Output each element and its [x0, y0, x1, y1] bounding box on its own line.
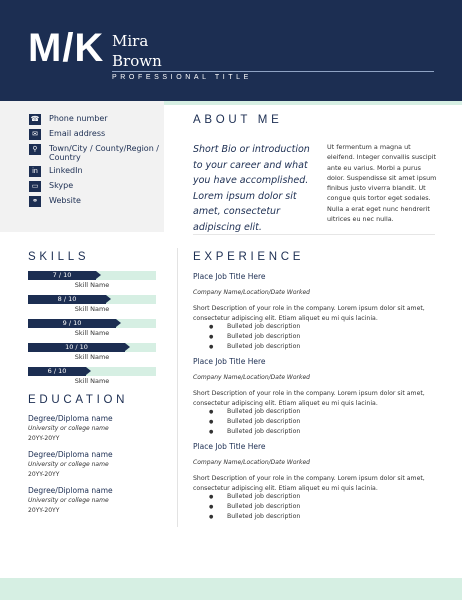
education-degree: Degree/Diploma name [28, 486, 113, 495]
skill-value-label: 9 / 10 [62, 319, 82, 327]
last-name: Brown [112, 52, 162, 70]
skill-level-arrow [125, 343, 130, 351]
contact-item-email [29, 129, 159, 140]
job-description: Short Description of your role in the company. Lorem ipsum dolor sit amet, consectetur adipiscing elit. Etiam aliquet eu mi quis lacinia. [193, 475, 425, 492]
first-name: Mira [112, 32, 149, 50]
skill-track [28, 271, 156, 280]
linkedin-icon: in [29, 166, 41, 177]
job-bullet: ● Bulleted job description [193, 417, 433, 427]
education-heading: EDUCATION [28, 394, 129, 406]
education-years: 20YY-20YY [28, 435, 60, 442]
education-school: University or college name [28, 425, 109, 432]
skill-value-label: 8 / 10 [57, 295, 77, 303]
education-years: 20YY-20YY [28, 507, 60, 514]
skype-icon: ▭ [29, 181, 41, 192]
contact-label: LinkedIn [49, 166, 83, 175]
job-company: Company Name/Location/Date Worked [193, 459, 310, 466]
header-banner [0, 0, 462, 101]
skill-level-arrow [106, 295, 111, 303]
skill-track [28, 367, 156, 376]
experience-heading: EXPERIENCE [193, 251, 305, 263]
column-divider [177, 248, 178, 527]
job-bullet-list [193, 407, 433, 437]
skill-level-arrow [96, 271, 101, 279]
skill-level-arrow [86, 367, 91, 375]
job-bullet-list [193, 492, 433, 522]
skill-name: Skill Name [74, 377, 110, 385]
footer-accent-bar [0, 578, 462, 600]
job-bullet: ● Bulleted job description [193, 512, 433, 522]
location-icon: ⚲ [29, 144, 41, 155]
education-school: University or college name [28, 497, 109, 504]
skill-value-label: 7 / 10 [52, 271, 72, 279]
name-divider [112, 71, 434, 72]
contact-item-phone [29, 114, 159, 125]
website-icon: ⚭ [29, 196, 41, 207]
job-bullet: ● Bulleted job description [193, 342, 433, 352]
job-title: Place Job Title Here [193, 272, 266, 281]
bio-text: Short Bio or introduction to your career and what you have accomplished. Lorem ipsum dolor sit amet, consectetur adipiscing elit. [193, 144, 310, 233]
accent-strip [164, 101, 462, 105]
skill-level-arrow [116, 319, 121, 327]
contact-label: Town/City / County/Region / Country [49, 144, 160, 162]
job-title: Place Job Title Here [193, 357, 266, 366]
job-bullet: ● Bulleted job description [193, 407, 433, 417]
education-degree: Degree/Diploma name [28, 414, 113, 423]
job-title: Place Job Title Here [193, 442, 266, 451]
education-years: 20YY-20YY [28, 471, 60, 478]
education-degree: Degree/Diploma name [28, 450, 113, 459]
contact-label: Email address [49, 129, 106, 138]
about-divider [193, 234, 435, 235]
job-bullet: ● Bulleted job description [193, 332, 433, 342]
job-bullet: ● Bulleted job description [193, 322, 433, 332]
job-description: Short Description of your role in the company. Lorem ipsum dolor sit amet, consectetur adipiscing elit. Etiam aliquet eu mi quis lacinia. [193, 390, 425, 407]
skill-name: Skill Name [74, 353, 110, 361]
job-bullet: ● Bulleted job description [193, 427, 433, 437]
skill-track [28, 295, 156, 304]
about-body: Ut fermentum a magna ut eleifend. Integer convallis suscipit ante eu varius. Morbi a purus dolor. Suspendisse sit amet ipsum finibus justo viverra blandit. Ut congue quis tortor eget sodales. Nulla a erat eget nunc hendrerit ultrices eu nec nulla. [327, 143, 437, 224]
job-bullet-list [193, 322, 433, 352]
job-description: Short Description of your role in the company. Lorem ipsum dolor sit amet, consectetur adipiscing elit. Etiam aliquet eu mi quis lacinia. [193, 305, 425, 322]
contact-item-website [29, 196, 159, 207]
email-icon: ✉ [29, 129, 41, 140]
phone-icon: ☎ [30, 116, 40, 123]
skill-track [28, 319, 156, 328]
contact-label: Skype [49, 181, 74, 190]
monogram-logo: M/K [28, 26, 105, 70]
skill-name: Skill Name [74, 305, 110, 313]
contact-label: Phone number [49, 114, 108, 123]
professional-title: PROFESSIONAL TITLE [112, 74, 252, 81]
contact-item-linkedin [29, 166, 159, 177]
skill-track [28, 343, 156, 352]
contact-item-location [29, 144, 159, 162]
about-heading: ABOUT ME [193, 114, 283, 126]
contact-label: Website [49, 196, 81, 205]
education-school: University or college name [28, 461, 109, 468]
skill-name: Skill Name [74, 329, 110, 337]
job-bullet: ● Bulleted job description [193, 492, 433, 502]
job-company: Company Name/Location/Date Worked [193, 374, 310, 381]
skills-heading: SKILLS [28, 251, 90, 263]
job-bullet: ● Bulleted job description [193, 502, 433, 512]
job-company: Company Name/Location/Date Worked [193, 289, 310, 296]
skill-name: Skill Name [74, 281, 110, 289]
skill-value-label: 6 / 10 [47, 367, 67, 375]
contact-item-skype [29, 181, 159, 192]
skill-value-label: 10 / 10 [65, 343, 88, 351]
